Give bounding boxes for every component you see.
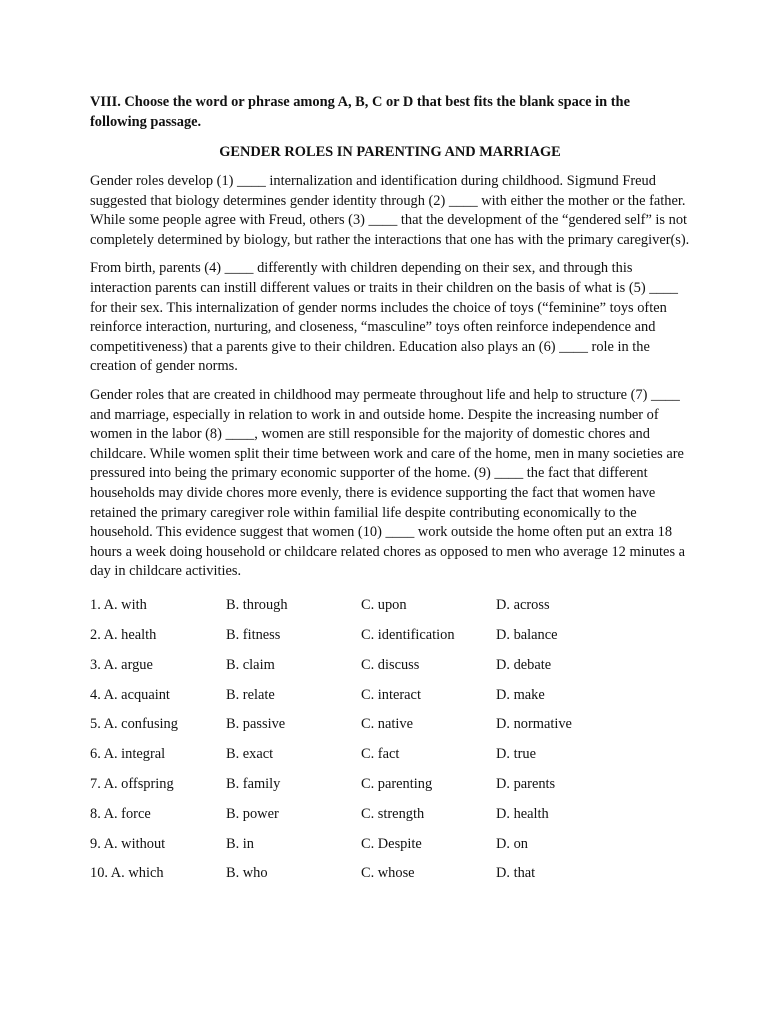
option-a: 3. A. argue: [90, 656, 153, 673]
option-a: 2. A. health: [90, 627, 157, 644]
option-b: B. who: [226, 865, 268, 882]
option-a: 9. A. without: [90, 835, 166, 852]
option-c: C. fact: [361, 746, 400, 763]
option-b: B. passive: [226, 716, 286, 733]
question-row: [90, 710, 690, 740]
option-b: B. power: [226, 805, 279, 822]
passage-paragraph-2: From birth, parents (4) ____ differently with children depending on their sex, and through this interaction parents can instill different values or traits in their children on the basis of what is (5) ____ for their sex. This internalization of gender norms includes the choice of toys (“feminine” toys often reinforce interaction, nurturing, and closeness, “masculine” toys often reinforce independence and competitiveness) that a parents give to their children. Education also plays an (6) ____ role in the creation of gender norms.: [90, 260, 678, 375]
question-row: [90, 770, 690, 800]
option-b: B. family: [226, 776, 281, 793]
option-a: 5. A. confusing: [90, 716, 178, 733]
option-d: D. parents: [496, 776, 556, 793]
document-page: [90, 92, 690, 889]
option-c: C. upon: [361, 597, 407, 614]
option-d: D. true: [496, 746, 536, 763]
option-c: C. native: [361, 716, 413, 733]
option-d: D. health: [496, 805, 549, 822]
option-d: D. on: [496, 835, 528, 852]
option-a: 1. A. with: [90, 597, 147, 614]
option-a: 8. A. force: [90, 805, 151, 822]
question-row: [90, 650, 690, 680]
passage-title: GENDER ROLES IN PARENTING AND MARRIAGE: [219, 144, 561, 160]
option-b: B. in: [226, 835, 254, 852]
question-row: [90, 829, 690, 859]
question-row: [90, 591, 690, 621]
option-a: 6. A. integral: [90, 746, 166, 763]
option-b: B. relate: [226, 686, 275, 703]
question-row: [90, 740, 690, 770]
option-c: C. strength: [361, 805, 425, 822]
option-c: C. whose: [361, 865, 415, 882]
option-a: 10. A. which: [90, 865, 164, 882]
question-row: [90, 680, 690, 710]
option-a: 7. A. offspring: [90, 776, 174, 793]
option-d: D. make: [496, 686, 545, 703]
option-c: C. parenting: [361, 776, 433, 793]
option-c: C. discuss: [361, 656, 420, 673]
question-row: [90, 859, 690, 889]
passage-paragraph-3: Gender roles that are created in childhood may permeate throughout life and help to structure (7) ____ and marriage, especially in relation to work in and outside home. Despite the increasing number of women in the labor (8) ____, women are still responsible for the majority of domestic chores and childcare. While women split their time between work and care of the home, men in many societies are pressured into being the primary economic supporter of the home. (9) ____ the fact that different households may divide chores more evenly, there is evidence supporting the fact that women have retained the primary caregiver role within familial life despite contributing economically to the household. This evidence suggest that women (10) ____ work outside the home often put an extra 18 hours a week doing household or childcare related chores as opposed to men who average 12 minutes a day in childcare activities.: [90, 386, 686, 580]
passage-paragraph-1: Gender roles develop (1) ____ internalization and identification during childhood. Sigmund Freud suggested that biology determines gender identity through (2) ____ with either the mother or the father. While some people agree with Freud, others (3) ____ that the development of the “gendered self” is not completely determined by biology, but rather the interactions that one has with the primary caregiver(s).: [90, 173, 690, 248]
option-c: C. interact: [361, 686, 421, 703]
option-d: D. normative: [496, 716, 572, 733]
option-d: D. that: [496, 865, 536, 882]
option-d: D. across: [496, 597, 550, 614]
option-c: C. identification: [361, 627, 455, 644]
option-d: D. balance: [496, 627, 558, 644]
exercise-instruction: VIII. Choose the word or phrase among A, B, C or D that best fits the blank space in the following passage.: [90, 94, 630, 130]
option-b: B. claim: [226, 656, 275, 673]
option-b: B. through: [226, 597, 288, 614]
question-row: [90, 799, 690, 829]
option-d: D. debate: [496, 656, 552, 673]
option-c: C. Despite: [361, 835, 422, 852]
option-b: B. fitness: [226, 627, 281, 644]
answer-options-list: [90, 591, 690, 889]
option-a: 4. A. acquaint: [90, 686, 170, 703]
question-row: [90, 621, 690, 651]
option-b: B. exact: [226, 746, 274, 763]
